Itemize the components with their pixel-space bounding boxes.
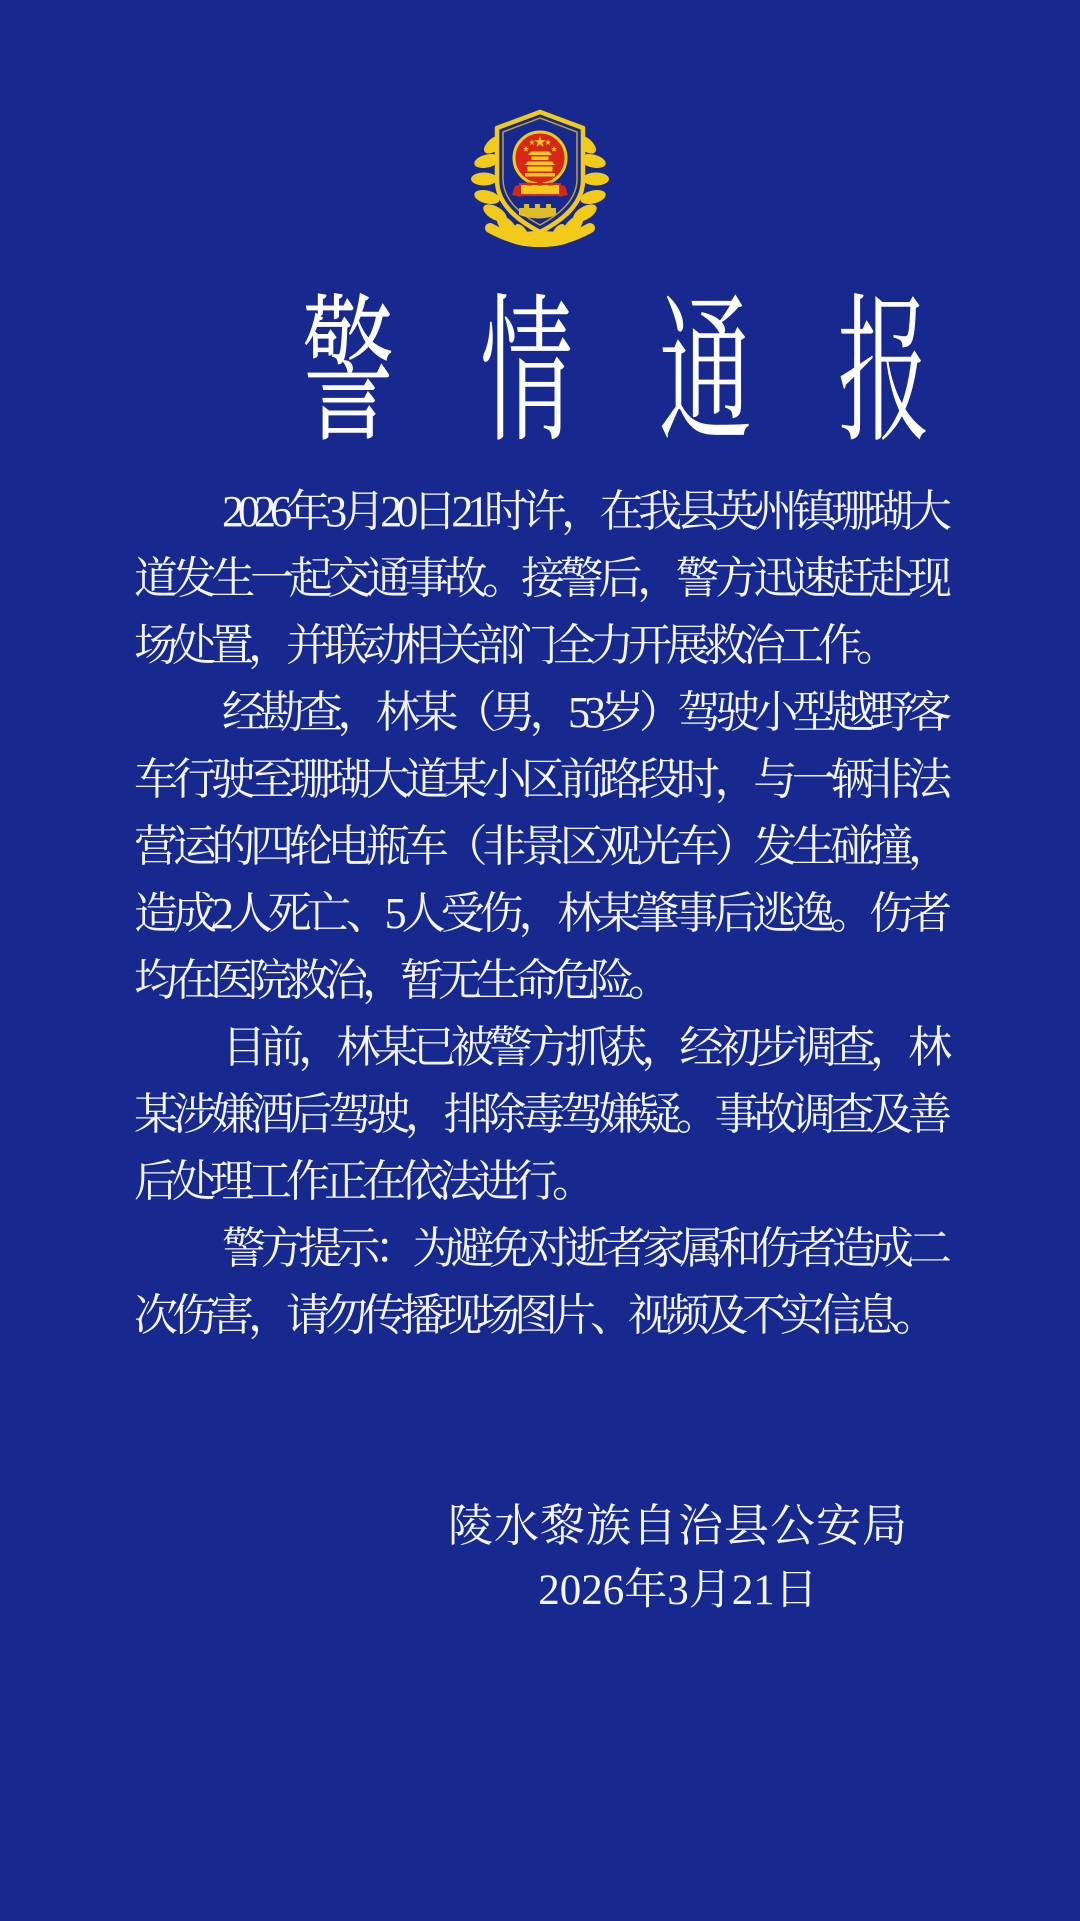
notice-paragraph-2: 经勘查，林某（男，53岁）驾驶小型越野客车行驶至珊瑚大道某小区前路段时，与一辆非法营运的四轮电瓶车（非景区观光车）发生碰撞，造成2人死亡、5人受伤，林某肇事后逃逸。伤者均在医院救治，暂无生命危险。 xyxy=(134,688,946,1005)
notice-paragraph-1: 2026年3月20日21时许，在我县英州镇珊瑚大道发生一起交通事故。接警后，警方迅速赶赴现场处置，并联动相关部门全力开展救治工作。 xyxy=(134,487,946,670)
notice-paragraph-4: 警方提示：为避免对逝者家属和伤者造成二次伤害，请勿传播现场图片、视频及不实信息。 xyxy=(134,1224,946,1340)
issue-date: 2026年3月21日 xyxy=(538,1567,818,1614)
notice-paragraph-3: 目前，林某已被警方抓获，经初步调查，林某涉嫌酒后驾驶，排除毒驾嫌疑。事故调查及善后处理工作正在依法进行。 xyxy=(134,1023,946,1206)
emblem-container xyxy=(0,0,1080,248)
signature-block xyxy=(448,1499,908,1629)
page-title: 警情通报 xyxy=(301,284,1017,462)
police-badge-icon xyxy=(464,98,616,248)
notice-body xyxy=(0,478,1080,1349)
issuing-agency: 陵水黎族自治县公安局 xyxy=(447,1501,908,1551)
